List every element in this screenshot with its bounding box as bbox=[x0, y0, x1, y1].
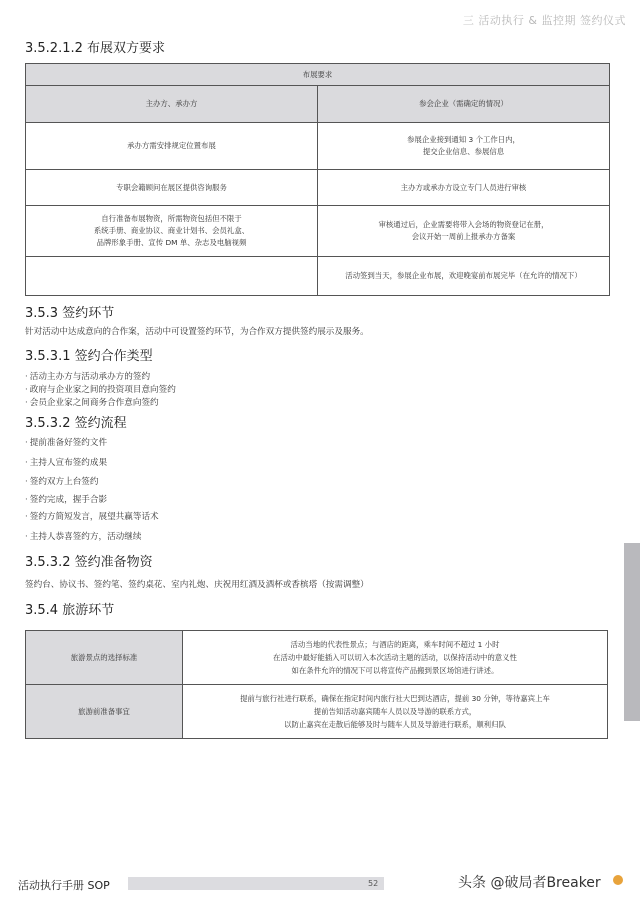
table-cell: 提前与旅行社进行联系，确保在指定时间内旅行社大巴到达酒店，提前 30 分钟，等待嘉宾上车 提前告知活动嘉宾随车人员以及导游的联系方式， 以防止嘉宾在走散后能够及时与随车人员及导游进行联系，顺利归队 bbox=[183, 685, 608, 739]
table-row bbox=[26, 123, 610, 170]
section-title-travel: 3.5.4 旅游环节 bbox=[25, 603, 115, 618]
table-row bbox=[26, 631, 608, 685]
table-row bbox=[26, 685, 608, 739]
table-cell: 专职会籍顾问在展区提供咨询服务 bbox=[26, 170, 318, 206]
table-cell: 承办方需安排规定位置布展 bbox=[26, 123, 318, 170]
list-item: · 提前准备好签约文件 bbox=[25, 438, 108, 448]
section-title-signing-process: 3.5.3.2 签约流程 bbox=[25, 416, 127, 431]
table-cell: 活动签到当天，参展企业布展，欢迎晚宴前布展完毕（在允许的情况下） bbox=[318, 257, 610, 296]
section-title-signing: 3.5.3 签约环节 bbox=[25, 306, 115, 321]
section-title-booth-requirements: 3.5.2.1.2 布展双方要求 bbox=[25, 41, 166, 56]
chapter-header: 三 活动执行 & 监控期 签约仪式 bbox=[462, 14, 626, 27]
signing-materials-list: 签约台、协议书、签约笔、签约桌花、室内礼炮、庆祝用红酒及酒杯或香槟塔（按需调整） bbox=[25, 580, 369, 590]
row-label: 旅游前准备事宜 bbox=[26, 685, 183, 739]
table-row bbox=[26, 206, 610, 257]
table-cell: 活动当地的代表性景点；与酒店的距离，乘车时间不超过 1 小时 在活动中最好能插入可以切入本次活动主题的活动，以保持活动中的意义性 如在条件允许的情况下可以将宣传产品搬到景区场馆进行讲述。 bbox=[183, 631, 608, 685]
list-item: · 签约完成，握手合影 bbox=[25, 495, 108, 505]
list-item: · 签约双方上台签约 bbox=[25, 477, 99, 487]
footer-title: 活动执行手册 SOP bbox=[18, 879, 110, 892]
signing-description: 针对活动中达成意向的合作案，活动中可设置签约环节，为合作双方提供签约展示及服务。 bbox=[25, 327, 369, 337]
list-item: · 会员企业家之间商务合作意向签约 bbox=[25, 398, 159, 408]
page-number: 52 bbox=[368, 879, 379, 888]
list-item: · 政府与企业家之间的投资项目意向签约 bbox=[25, 385, 176, 395]
column-header-organizer: 主办方、承办方 bbox=[26, 86, 318, 123]
footer-bar bbox=[128, 877, 384, 890]
column-header-participant: 参会企业（需确定的情况） bbox=[318, 86, 610, 123]
table-row bbox=[26, 170, 610, 206]
list-item: · 主持人恭喜签约方，活动继续 bbox=[25, 532, 142, 542]
list-item: · 活动主办方与活动承办方的签约 bbox=[25, 372, 151, 382]
table-cell: 主办方或承办方设立专门人员进行审核 bbox=[318, 170, 610, 206]
table-row bbox=[26, 257, 610, 296]
table-cell bbox=[26, 257, 318, 296]
list-item: · 主持人宣布签约成果 bbox=[25, 458, 108, 468]
watermark-logo-icon bbox=[613, 875, 623, 885]
table-cell: 自行准备布展物资，所需物资包括但不限于 系统手册、商业协议、商业计划书、会员礼盒、 品牌形象手册、宣传 DM 单、杂志及电脑视频 bbox=[26, 206, 318, 257]
table-cell: 参展企业接到通知 3 个工作日内， 提交企业信息、参展信息 bbox=[318, 123, 610, 170]
booth-requirements-table bbox=[25, 63, 610, 296]
section-title-signing-materials: 3.5.3.2 签约准备物资 bbox=[25, 555, 153, 570]
table-cell: 审核通过后，企业需要将带入会场的物资登记在册， 会议开始一周前上报承办方备案 bbox=[318, 206, 610, 257]
table-caption: 布展要求 bbox=[26, 64, 610, 86]
list-item: · 签约方简短发言，展望共赢等话术 bbox=[25, 512, 159, 522]
section-title-cooperation-types: 3.5.3.1 签约合作类型 bbox=[25, 349, 153, 364]
watermark: 头条 @破局者Breaker bbox=[458, 875, 601, 891]
side-tab-marker bbox=[624, 543, 640, 721]
row-label: 旅游景点的选择标准 bbox=[26, 631, 183, 685]
travel-table bbox=[25, 630, 608, 739]
